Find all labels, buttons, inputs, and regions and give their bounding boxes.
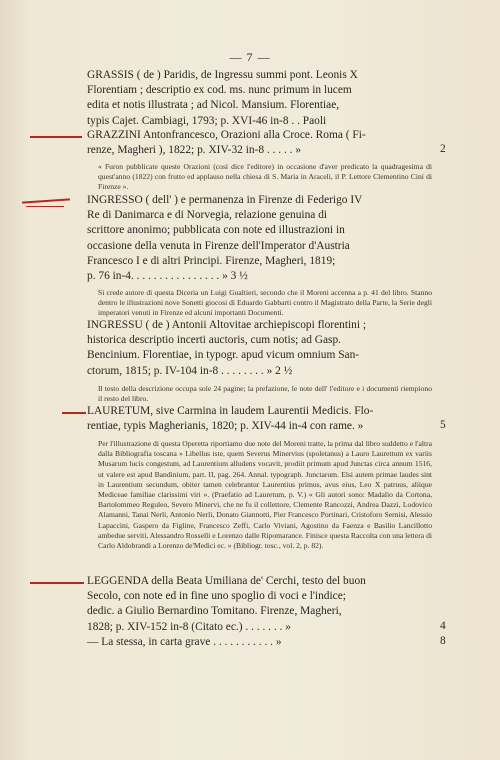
page-number: — 7 — [229, 50, 271, 64]
entry-price: 5 [440, 419, 446, 431]
catalog-entry-grassis [87, 68, 431, 129]
entry-line: ctorum, 1815; p. IV-104 in-8 . . . . . . . . » 2 ½ [87, 364, 293, 377]
entry-line: typis Cajet. Cambiagi, 1793; p. XVI-46 in-8 . . Paoli [87, 114, 327, 127]
catalog-entry-grazzini [87, 128, 431, 158]
entry-note: Il testo della descrizione occupa sole 24 pagine; la prefazione, le note dell' l'editore e i documenti riempiono il resto del libro. [98, 384, 432, 404]
entry-line: GRAZZINI Antonfrancesco, Orazioni alla Croce. Roma ( Fi- [87, 129, 366, 141]
entry-line: dedic. a Giulio Bernardino Tomitano. Firenze, Magheri, [87, 605, 342, 618]
red-pencil-mark [30, 582, 84, 584]
entry-line: LEGGENDA della Beata Umiliana de' Cerchi, testo del buon [87, 575, 366, 587]
entry-price: 2 [440, 143, 446, 155]
red-pencil-mark [62, 412, 86, 414]
red-pencil-mark [30, 136, 82, 138]
entry-note: Si crede autore di questa Diceria un Luigi Gualtieri, secondo che il Moreni accenna a p. 41 del libro. Stanno dentro le illustrazioni nove Sonetti giocosi di Eduardo Gabbarti contro il Magistrato della Parte, la Serie degli imperatori venuti in Firenze ed alcuni importanti Documenti. [98, 288, 432, 318]
entry-line: Bencinium. Florentiae, in typogr. apud vicum omnium San- [87, 349, 360, 362]
catalog-entry-leggenda [87, 574, 431, 635]
entry-line: Re di Danimarca e di Norvegia, relazione genuina di [87, 209, 328, 222]
catalog-entry-ingresso [87, 193, 431, 284]
red-pencil-mark [26, 206, 64, 207]
entry-line: edita et notis illustrata ; ad Nicol. Mansium. Florentiae, [87, 99, 340, 112]
entry-line: Francesco I e di altri Principi. Firenze, Magheri, 1819; [87, 254, 336, 267]
entry-line: occasione della venuta in Firenze dell'Imperator d'Austria [87, 239, 350, 252]
entry-line: historica descriptio incerti auctoris, cum notis; ad Gasp. [87, 334, 342, 347]
entry-line: p. 76 in-4. . . . . . . . . . . . . . . . » 3 ½ [87, 270, 248, 283]
entry-line: Florentiam ; descriptio ex cod. ms. nunc primum in lucem [87, 84, 352, 97]
entry-price: 4 [440, 620, 446, 632]
entry-line: renze, Magheri ), 1822; p. XIV-32 in-8 . . . . . » [87, 144, 302, 157]
entry-line: INGRESSO ( dell' ) e permanenza in Firenze di Federigo IV [87, 194, 363, 206]
entry-note: « Furon pubblicate queste Orazioni (così dice l'editore) in occasione d'aver predicato la quadragesima di quest'anno (1822) con frutto ed applauso nella chiesa di S. Maria in Araceli, il P. Lettore Clementino Cini di Firenze ». [98, 162, 432, 192]
catalog-entry-variant [87, 635, 431, 650]
red-pencil-mark [22, 198, 70, 203]
entry-line: scrittore anonimo; pubblicata con note ed illustrazioni in [87, 224, 345, 237]
entry-line: LAURETUM, sive Carmina in laudem Laurentii Medicis. Flo- [87, 405, 374, 417]
entry-line: Secolo, con note ed in fine uno spoglio di voci e l'indice; [87, 590, 346, 603]
entry-line: rentiae, typis Magherianis, 1820; p. XIV-44 in-4 con rame. » [87, 420, 364, 433]
entry-note: Per l'illustrazione di questa Operetta riportiamo due note del Moreni tratte, la prima dal libro suddetto e l'altra dalla Bibliografia toscana » Libellus iste, quem Severus Minervius (spoletanus) a Lauro Laurettum ex variis Musarum lucis congestum, ad Laurentium alludens vocavit, prodiit primum apud Junctas circa annum 1516, ut valere est apud Bandinium, part. II, pag. 264. Annal. typograph. Junctarum. Elsi autem primae laudes sint in Laurentium secundum, obiter tamen celebrantur Laurentius primus, avus eius, Leo X patruus, aliique Mediceae familiae clarissimi viri ». (Praefatio ad Lauretum, p. V.) « Gli autori sono: Madalio da Cortona, Bartolommeo Reguleo, Severo Minervi, che ne fu il collettore, Clemente Rancozzi, Andrea Dazzi, Lodovico Alamanni, Tanai Nerli, Antonio Nerli, Donato Giannotti, Pier Francesco Portinari, Cristoforo Sernisi, Alessio Lapaccini, Gaspero da Figline, Francesco Zeffi, Carlo Viviani, Agostino da Faenza e Basilio Lancillotto ambedue serviti, Alessandro Rosselli e Lorenzo dalle Ripomarance. Finisce questa Raccolta con una lettera di Carlo Aldobrandi a Lorenzo de'Medici ec. » (Bibliogr. tosc., vol. 2, p. 82). [98, 439, 432, 551]
entry-price: 8 [440, 635, 446, 647]
entry-line: GRASSIS ( de ) Paridis, de Ingressu summi pont. Leonis X [87, 69, 358, 81]
catalog-entry-lauretum [87, 404, 431, 434]
entry-line: 1828; p. XIV-152 in-8 (Citato ec.) . . . . . . . » [87, 620, 291, 633]
entry-line: INGRESSU ( de ) Antonii Altovitae archiepiscopi florentini ; [87, 319, 367, 331]
entry-line: — La stessa, in carta grave . . . . . . . . . . . » [87, 636, 282, 648]
catalog-entry-ingressu [87, 318, 431, 379]
